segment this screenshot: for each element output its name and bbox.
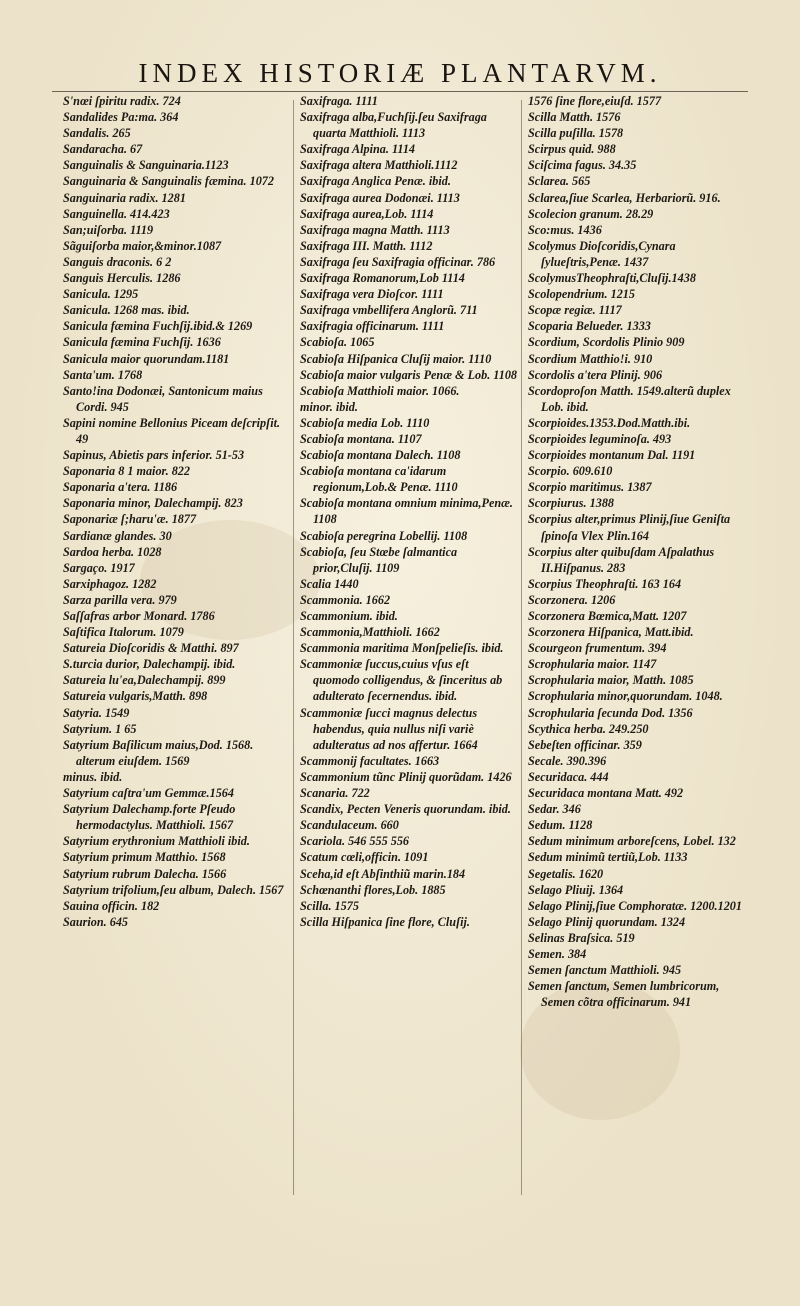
index-entry: Sebeſten officinar. 359 <box>528 737 642 752</box>
index-entry: Selago Plinij quorundam. 1324 <box>528 914 686 929</box>
index-entry: Sanguinalis & Sanguinaria.1123 <box>63 158 229 173</box>
index-entry: Saxifraga vera Dioſcor. 1111 <box>300 287 444 302</box>
index-entry: Sandaracha. 67 <box>63 142 143 157</box>
index-entry: Satyrium erythronium Matthioli ibid. <box>63 834 250 849</box>
index-entry: Sapini nomine Bellonius Piceam deſcripſit. 49 <box>63 415 281 446</box>
index-entry: Scammonia maritima Monſpelieſis. ibid. <box>300 641 504 656</box>
index-entry: Satyrium. 1 65 <box>63 721 137 736</box>
index-entry: Scolopendrium. 1215 <box>528 287 635 302</box>
index-entry: Scourgeon frumentum. 394 <box>528 641 667 656</box>
index-entry: Sandalides Pa:ma. 364 <box>63 110 179 125</box>
index-entry: Scoparia Belueder. 1333 <box>528 319 651 334</box>
index-entry: Saxifraga Anglica Penæ. ibid. <box>300 174 451 189</box>
index-entry: Satyrium rubrum Dalecha. 1566 <box>63 866 227 881</box>
index-entry: Scabioſa peregrina Lobellij. 1108 <box>300 528 468 543</box>
index-column-2 <box>300 93 518 930</box>
index-entry: Scabioſa Hiſpanica Cluſij maior. 1110 <box>300 351 492 366</box>
index-entry: Saxifraga vmbellifera Anglorũ. 711 <box>300 303 478 318</box>
index-entry: Semen ſanctum Matthioli. 945 <box>528 963 682 978</box>
index-entry: Scammonij facultates. 1663 <box>300 753 440 768</box>
index-entry: Scordolis a'tera Plinij. 906 <box>528 367 663 382</box>
index-entry: Scrophularia maior. 1147 <box>528 657 657 672</box>
index-entry: Scabioſa montana ca'idarum regionum,Lob.& Penæ. 1110 <box>300 464 458 495</box>
index-entry: Saxifraga aurea Dodonæi. 1113 <box>300 190 460 205</box>
index-entry: Selago Pliuij. 1364 <box>528 882 624 897</box>
index-entry: Scordium, Scordolis Plinio 909 <box>528 335 685 350</box>
index-entry: Satureia lu'ea,Dalechampij. 899 <box>63 673 226 688</box>
index-entry: Saponaria minor, Dalechampij. 823 <box>63 496 243 511</box>
index-entry: Scorpius alter quibuſdam Aſpalathus II.Hiſpanus. 283 <box>528 544 715 575</box>
index-entry: Satyrium Baſilicum maius,Dod. 1568. alterum eiuſdem. 1569 <box>63 737 254 768</box>
index-entry: Scammonia,Matthioli. 1662 <box>300 625 440 640</box>
index-entry: Sandalis. 265 <box>63 126 131 141</box>
index-entry: Saxifragia officinarum. 1111 <box>300 319 445 334</box>
header-rule <box>52 91 748 92</box>
page-title: INDEX HISTORIÆ PLANTARVM. <box>138 58 662 88</box>
index-entry: Sclarea,ſiue Scarlea, Herbariorũ. 916. <box>528 190 721 205</box>
index-entry: Selago Plinij,ſiue Comphoratæ. 1200.1201 <box>528 898 742 913</box>
index-entry: Scandulaceum. 660 <box>300 818 399 833</box>
index-entry: Scatum cœli,officin. 1091 <box>300 850 429 865</box>
index-entry: Segetalis. 1620 <box>528 866 604 881</box>
index-entry: Securidaca. 444 <box>528 769 609 784</box>
index-entry: Scariola. 546 555 556 <box>300 834 410 849</box>
index-entry: Scolymus Dioſcoridis,Cynara ſylueſtris,Penæ. 1437 <box>528 238 676 269</box>
index-entry: Saxifraga alba,Fuchſij.ſeu Saxifraga quarta Matthioli. 1113 <box>300 110 487 141</box>
index-entry: Scorzonera Hiſpanica, Matt.ibid. <box>528 625 694 640</box>
index-entry: Saponaria a'tera. 1186 <box>63 480 178 495</box>
index-entry: Scalia 1440 <box>300 576 359 591</box>
index-entry: Scandix, Pecten Veneris quorundam. ibid. <box>300 802 511 817</box>
index-entry: Scorpiurus. 1388 <box>528 496 615 511</box>
index-entry: Sclarea. 565 <box>528 174 591 189</box>
index-entry: Scammonium. ibid. <box>300 609 398 623</box>
index-entry: Scrophularia minor,quorundam. 1048. <box>528 689 723 704</box>
index-entry: minor. ibid. <box>300 399 358 414</box>
index-entry: San;uiſorba. 1119 <box>63 222 154 237</box>
index-entry: Saxifraga ſeu Saxifragia officinar. 786 <box>300 254 496 269</box>
index-entry: Scorzonera. 1206 <box>528 592 616 607</box>
index-entry: Scorpio maritimus. 1387 <box>528 480 652 495</box>
index-entry: Scythica herba. 249.250 <box>528 721 649 736</box>
index-entry: Semen ſanctum, Semen lumbricorum, Semen cõtra officinarum. 941 <box>528 979 720 1010</box>
index-entry: Scabioſa montana. 1107 <box>300 431 422 446</box>
index-entry: 1576 ſine flore,eiuſd. 1577 <box>528 94 662 108</box>
index-entry: Sarxiphagoz. 1282 <box>63 576 157 591</box>
index-entry: Sarza parilla vera. 979 <box>63 592 177 607</box>
index-entry: Sceha,id eſt Abſinthiũ marin.184 <box>300 866 466 881</box>
index-entry: Scilla. 1575 <box>300 898 359 913</box>
index-entry: Satyrium trifolium,ſeu album, Dalech. 1567 <box>63 882 284 897</box>
index-column-1 <box>63 93 288 930</box>
index-entry: Sedar. 346 <box>528 802 581 817</box>
index-entry: Scorpioides leguminoſa. 493 <box>528 431 672 446</box>
index-entry: Saurion. 645 <box>63 914 129 929</box>
index-column-3 <box>528 93 750 1010</box>
index-entry: Sedum minimũ tertiũ,Lob. 1133 <box>528 850 688 865</box>
index-entry: Sanicula fæmina Fuchſij.ibid.& 1269 <box>63 319 253 334</box>
index-entry: Scrophularia ſecunda Dod. 1356 <box>528 705 693 720</box>
index-entry: Scammonia. 1662 <box>300 592 391 607</box>
index-entry: Sanguinella. 414.423 <box>63 206 170 221</box>
index-entry: Secale. 390.396 <box>528 753 607 768</box>
index-entry: Scabioſa media Lob. 1110 <box>300 415 430 430</box>
index-entry: Scorpius Theophraſti. 163 164 <box>528 576 682 591</box>
index-entry: Scammoniæ ſucci magnus delectus habendus, quia nullus niſi variè adulteratus ad nos affertur. 1664 <box>300 705 478 752</box>
index-entry: Scirpus quid. 988 <box>528 142 616 157</box>
index-entry: Scorzonera Bœmica,Matt. 1207 <box>528 609 687 623</box>
index-entry: Saxifraga Romanorum,Lob 1114 <box>300 271 465 286</box>
column-divider <box>521 100 522 1195</box>
index-entry: Sargaço. 1917 <box>63 560 135 575</box>
index-entry: Saxifraga altera Matthioli.1112 <box>300 158 458 173</box>
index-entry: Saxifraga aurea,Lob. 1114 <box>300 206 434 221</box>
index-entry: Scorpioides montanum Dal. 1191 <box>528 448 696 463</box>
index-entry: Saſſafras arbor Monard. 1786 <box>63 609 215 623</box>
index-entry: Semen. 384 <box>528 946 587 961</box>
index-entry: Sanicula. 1268 mas. ibid. <box>63 303 190 318</box>
index-entry: S'nœi ſpiritu radix. 724 <box>63 94 181 108</box>
index-entry: Satyrium Dalechamp.forte Pſeudo hermodactylus. Matthioli. 1567 <box>63 802 236 833</box>
index-entry: Sauina officin. 182 <box>63 898 160 913</box>
index-entry: Santa'um. 1768 <box>63 367 143 382</box>
index-entry: Scabioſa Matthioli maior. 1066. <box>300 383 460 398</box>
index-entry: Scanaria. 722 <box>300 786 370 801</box>
index-entry: Sanguinaria & Sanguinalis fæmina. 1072 <box>63 174 274 189</box>
index-entry: Schœnanthi flores,Lob. 1885 <box>300 882 446 897</box>
index-entry: Saponariæ ſ;haru'æ. 1877 <box>63 512 197 527</box>
index-entry: Scopæ regiæ. 1117 <box>528 303 622 318</box>
index-entry: Sanicula. 1295 <box>63 287 139 302</box>
index-entry: Sanicula maior quorundam.1181 <box>63 351 230 366</box>
index-entry: Sanguis Herculis. 1286 <box>63 271 181 286</box>
index-entry: S.turcia durior, Dalechampij. ibid. <box>63 657 236 672</box>
index-entry: Scabioſa montana omnium minima,Penæ. 1108 <box>300 496 513 527</box>
index-entry: Securidaca montana Matt. 492 <box>528 786 684 801</box>
index-entry: Sedum minimum arboreſcens, Lobel. 132 <box>528 834 736 849</box>
index-entry: Satyrium primum Matthio. 1568 <box>63 850 226 865</box>
index-entry: Satureia Dioſcoridis & Matthi. 897 <box>63 641 239 656</box>
index-entry: Santo!ina Dodonæi, Santonicum maius Cordi. 945 <box>63 383 263 414</box>
index-entry: Satyria. 1549 <box>63 705 130 720</box>
index-entry: Saxifraga magna Matth. 1113 <box>300 222 450 237</box>
index-entry: minus. ibid. <box>63 769 123 784</box>
index-entry: Scabioſa. 1065 <box>300 335 375 350</box>
index-entry: Scordoproſon Matth. 1549.alterũ duplex Lob. ibid. <box>528 383 731 414</box>
index-entry: Sanguis draconis. 6 2 <box>63 254 172 269</box>
index-entry: Saponaria 8 1 maior. 822 <box>63 464 190 479</box>
index-entry: Scilla Matth. 1576 <box>528 110 621 125</box>
index-entry: Scordium Matthio!i. 910 <box>528 351 653 366</box>
index-entry: Selinas Braſsica. 519 <box>528 930 635 945</box>
index-entry: Sardoa herba. 1028 <box>63 544 162 559</box>
index-entry: Saxifraga. 1111 <box>300 94 378 108</box>
index-entry: Sardianæ glandes. 30 <box>63 528 172 543</box>
index-entry: Scabioſa maior vulgaris Penæ & Lob. 1108 <box>300 367 518 382</box>
index-entry: Scabioſa montana Dalech. 1108 <box>300 448 461 463</box>
index-entry: Satureia vulgaris,Matth. 898 <box>63 689 208 704</box>
index-entry: Sco:mus. 1436 <box>528 222 602 237</box>
index-entry: Sciſcima fagus. 34.35 <box>528 158 637 173</box>
index-entry: Sedum. 1128 <box>528 818 593 833</box>
index-entry: Scorpius alter,primus Plinij,ſiue Geniſta ſpinoſa Vlex Plin.164 <box>528 512 731 543</box>
index-entry: Scammonium tũnc Plinij quorũdam. 1426 <box>300 769 512 784</box>
index-entry: Scabioſa, ſeu Stœbe ſalmantica prior,Cluſij. 1109 <box>300 544 458 575</box>
index-entry: ScolymusTheophraſti,Cluſij.1438 <box>528 271 696 286</box>
index-entry: Scrophularia maior, Matth. 1085 <box>528 673 694 688</box>
index-entry: Scolecion granum. 28.29 <box>528 206 654 221</box>
index-entry: Saſtifica Italorum. 1079 <box>63 625 184 640</box>
index-entry: Sanicula fæmina Fuchſij. 1636 <box>63 335 221 350</box>
index-entry: Scammoniæ ſuccus,cuius vſus eſt quomodo colligendus, & ſinceritus ab adulterato ſecernendus. ibid. <box>300 657 503 704</box>
index-entry: Scilla Hiſpanica ſine flore, Cluſij. <box>300 914 470 929</box>
index-entry: Sapinus, Abietis pars inferior. 51-53 <box>63 448 245 463</box>
index-entry: Scorpio. 609.610 <box>528 464 613 479</box>
index-entry: Sanguinaria radix. 1281 <box>63 190 186 205</box>
index-entry: Scorpioides.1353.Dod.Matth.ibi. <box>528 415 691 430</box>
index-entry: Saxifraga III. Matth. 1112 <box>300 238 433 253</box>
index-entry: Scilla puſilla. 1578 <box>528 126 624 141</box>
index-entry: Sãguiſorba maior,&minor.1087 <box>63 238 222 253</box>
index-entry: Satyrium caſtra'um Gemmæ.1564 <box>63 786 234 801</box>
index-entry: Saxifraga Alpina. 1114 <box>300 142 416 157</box>
column-divider <box>293 100 294 1195</box>
